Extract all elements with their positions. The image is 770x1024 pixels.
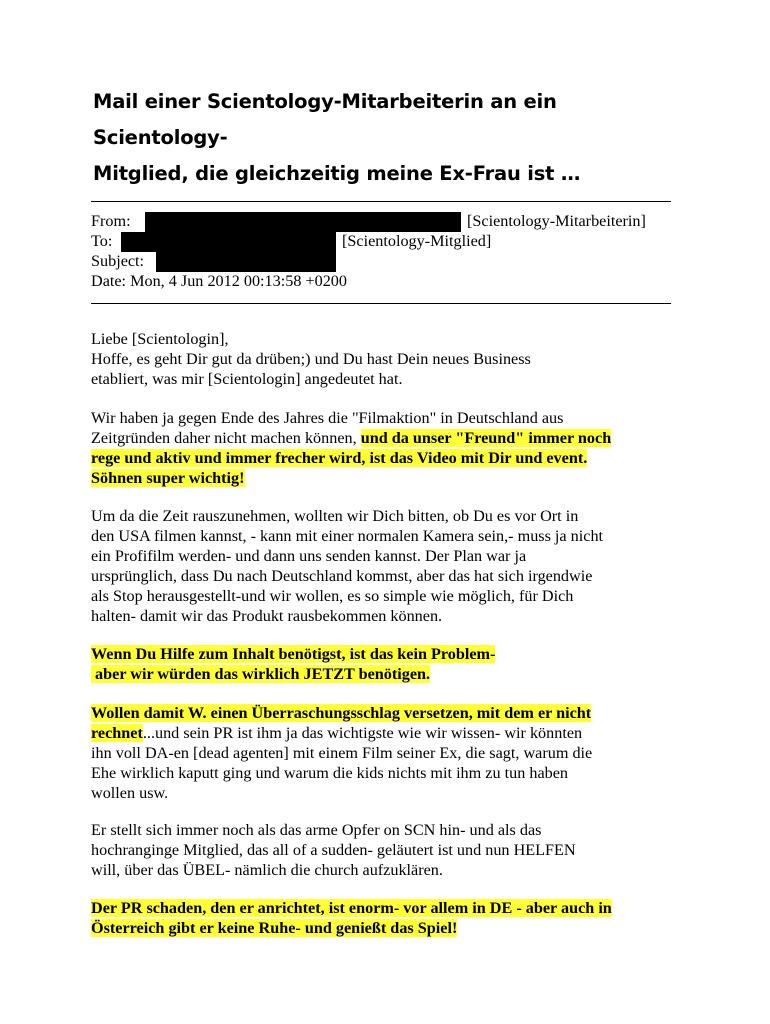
p5-line-4: Ehe wirklich kaputt ging und warum die kids nichts mit ihm zu tun haben bbox=[91, 764, 569, 782]
p5-line-2-highlight: rechnet bbox=[91, 724, 143, 742]
p2-line-4-highlight: Söhnen super wichtig! bbox=[91, 469, 245, 487]
p3-line-4: ursprünglich, dass Du nach Deutschland kommst, aber das hat sich irgendwie bbox=[91, 567, 593, 585]
p2-line-2-highlight: und da unser "Freund" immer noch bbox=[360, 429, 612, 447]
p5-line-2-plain: ...und sein PR ist ihm ja das wichtigste wie wir wissen- wir könnten bbox=[142, 724, 583, 742]
subject-label: Subject: bbox=[91, 252, 145, 270]
p2-line-3 bbox=[91, 448, 691, 468]
p3-line-3: ein Profifilm werden- und dann uns senden kannst. Der Plan war ja bbox=[91, 547, 527, 565]
p2-line-2-plain: Zeitgründen daher nicht machen können, bbox=[91, 429, 361, 447]
date-line: Date: Mon, 4 Jun 2012 00:13:58 +0200 bbox=[91, 272, 347, 290]
from-line bbox=[91, 211, 131, 231]
p3-line-5: als Stop herausgestellt-und wir wollen, es so simple wie möglich, für Dich bbox=[91, 587, 574, 605]
p7-line-1-highlight: Der PR schaden, den er anrichtet, ist enorm- vor allem in DE - aber auch in bbox=[91, 899, 612, 917]
p6-line-2: hochranginge Mitglied, das all of a sudden- geläutert ist und nun HELFEN bbox=[91, 841, 576, 859]
p7-line-1 bbox=[91, 898, 691, 918]
p3-line-2: den USA filmen kannst, - kann mit einer normalen Kamera sein,- muss ja nicht bbox=[91, 527, 604, 545]
redaction-from bbox=[145, 212, 461, 232]
title-line-2: Mitglied, die gleichzeitig meine Ex-Frau ist … bbox=[93, 162, 581, 185]
p4-line-1-highlight: Wenn Du Hilfe zum Inhalt benötigst, ist das kein Problem- bbox=[91, 645, 496, 663]
p1-line-2: etabliert, was mir [Scientologin] angedeutet hat. bbox=[91, 370, 403, 388]
greeting-line: Liebe [Scientologin], bbox=[91, 330, 229, 348]
p3-line-6: halten- damit wir das Produkt rausbekommen können. bbox=[91, 607, 443, 625]
p5-line-1 bbox=[91, 703, 691, 723]
subject-line bbox=[91, 251, 144, 271]
p3-line-1: Um da die Zeit rauszunehmen, wollten wir Dich bitten, ob Du es vor Ort in bbox=[91, 507, 579, 525]
to-line bbox=[91, 231, 112, 251]
header-rule-bottom bbox=[91, 303, 671, 304]
p2-line-3-highlight: rege und aktiv und immer frecher wird, ist das Video mit Dir und event. bbox=[91, 449, 588, 467]
p5-line-5: wollen usw. bbox=[91, 784, 169, 802]
p4-line-1 bbox=[91, 644, 691, 664]
paragraph-3 bbox=[91, 506, 691, 626]
p2-line-2 bbox=[91, 428, 691, 448]
from-role: [Scientology-Mitarbeiterin] bbox=[467, 212, 646, 230]
p6-line-3: will, über das ÜBEL- nämlich die church aufzuklären. bbox=[91, 861, 443, 879]
p4-line-2-highlight: aber wir würden das wirklich JETZT benötigen. bbox=[91, 665, 431, 683]
p7-line-2 bbox=[91, 918, 691, 938]
p1-line-1: Hoffe, es geht Dir gut da drüben;) und Du hast Dein neues Business bbox=[91, 350, 531, 368]
to-label: To: bbox=[91, 232, 113, 250]
paragraph-greeting bbox=[91, 329, 691, 389]
redaction-to bbox=[121, 232, 336, 252]
p5-line-2 bbox=[91, 723, 691, 743]
title-line-1: Mail einer Scientology-Mitarbeiterin an ein Scientology- bbox=[93, 90, 557, 149]
to-role: [Scientology-Mitglied] bbox=[342, 232, 492, 250]
p5-line-3: ihn voll DA-en [dead agenten] mit einem Film seiner Ex, die sagt, warum die bbox=[91, 744, 593, 762]
p2-line-1: Wir haben ja gegen Ende des Jahres die "Filmaktion" in Deutschland aus bbox=[91, 409, 564, 427]
header-rule-top bbox=[91, 201, 671, 202]
paragraph-5 bbox=[91, 703, 691, 803]
p6-line-1: Er stellt sich immer noch als das arme Opfer on SCN hin- und als das bbox=[91, 821, 542, 839]
from-label: From: bbox=[91, 212, 131, 230]
paragraph-4 bbox=[91, 644, 691, 684]
document-title bbox=[93, 84, 693, 192]
p5-line-1-highlight: Wollen damit W. einen Überraschungsschlag versetzen, mit dem er nicht bbox=[91, 704, 592, 722]
redaction-subject bbox=[156, 252, 336, 272]
paragraph-7 bbox=[91, 898, 691, 938]
p7-line-2-highlight: Österreich gibt er keine Ruhe- und genießt das Spiel! bbox=[91, 919, 458, 937]
paragraph-6 bbox=[91, 820, 691, 880]
p2-line-4 bbox=[91, 468, 691, 488]
p4-line-2 bbox=[91, 664, 691, 684]
paragraph-2 bbox=[91, 408, 691, 488]
